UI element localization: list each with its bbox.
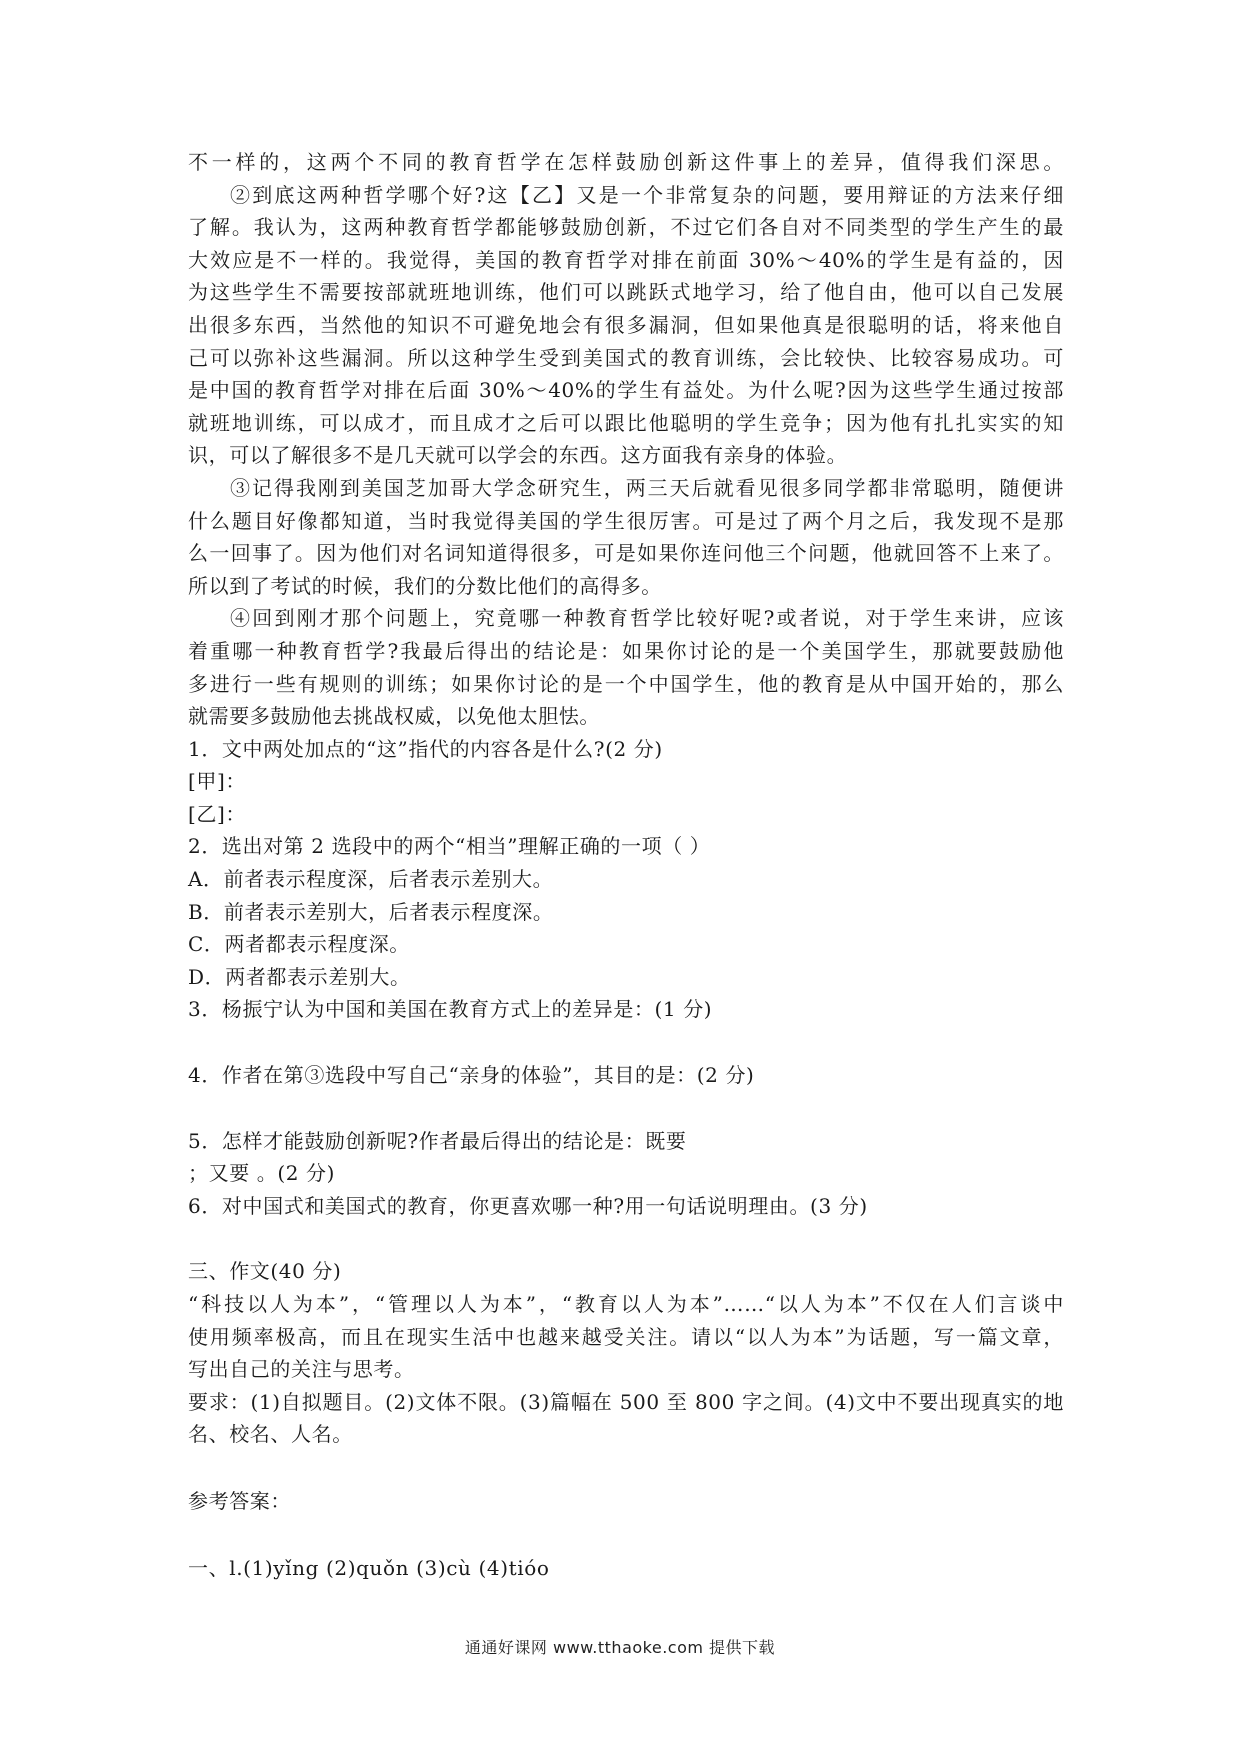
question-1-yi: [乙]：: [188, 801, 247, 826]
answer-space: [188, 1026, 1064, 1059]
essay-requirements: 要求：(1)自拟题目。(2)文体不限。(3)篇幅在 500 至 800 字之间。(4)文中不要出现真实的地: [188, 1389, 1064, 1414]
document-body: [188, 146, 1064, 1584]
paragraph-4-start: ④回到刚才那个问题上，究竟哪一种教育哲学比较好呢?或者说，对于学生来讲，应该: [230, 606, 1064, 631]
essay-prompt-line: 写出自己的关注与思考。: [188, 1357, 415, 1382]
passage-line: 为这些学生不需要按部就班地训练，他们可以跳跃式地学习，给了他自由，他可以自己发展: [188, 280, 1064, 305]
passage-line: 就班地训练，可以成才，而且成才之后可以跟比他聪明的学生竞争；因为他有扎扎实实的知: [188, 410, 1064, 435]
answers-heading: 参考答案：: [188, 1488, 291, 1513]
option-a: A．前者表示程度深，后者表示差别大。: [188, 867, 554, 892]
passage-line: 就需要多鼓励他去挑战权威，以免他太胆怯。: [188, 704, 600, 729]
question-1-jia: [甲]：: [188, 769, 247, 794]
question-3: 3．杨振宁认为中国和美国在教育方式上的差异是：(1 分): [188, 997, 713, 1022]
passage-line: 己可以弥补这些漏洞。所以这种学生受到美国式的教育训练，会比较快、比较容易成功。可: [188, 345, 1064, 370]
essay-heading: 三、作文(40 分): [188, 1259, 342, 1284]
passage-line: 大效应是不一样的。我觉得，美国的教育哲学对排在前面 30%～40%的学生是有益的，因: [188, 247, 1064, 272]
passage-line: 么一回事了。因为他们对名词知道得很多，可是如果你连问他三个问题，他就回答不上来了。: [188, 541, 1064, 566]
question-6: 6．对中国式和美国式的教育，你更喜欢哪一种?用一句话说明理由。(3 分): [188, 1193, 868, 1218]
passage-line: 了解。我认为，这两种教育哲学都能够鼓励创新，不过它们各自对不同类型的学生产生的最: [188, 215, 1064, 240]
passage-line: 出很多东西，当然他的知识不可避免地会有很多漏洞，但如果他真是很聪明的话，将来他自: [188, 312, 1064, 337]
essay-requirements-continued: 名、校名、人名。: [188, 1422, 353, 1447]
option-b: B．前者表示差别大，后者表示程度深。: [188, 899, 554, 924]
question-1: 1．文中两处加点的“这”指代的内容各是什么?(2 分): [188, 736, 663, 761]
answer-line-1: 一、l.(1)yǐng (2)quǒn (3)cù (4)tióo: [188, 1555, 550, 1580]
passage-line: 是中国的教育哲学对排在后面 30%～40%的学生有益处。为什么呢?因为这些学生通过按部: [188, 378, 1064, 403]
option-c: C．两者都表示程度深。: [188, 932, 410, 957]
passage-line: 多进行一些有规则的训练；如果你讨论的是一个中国学生，他的教育是从中国开始的，那么: [188, 671, 1064, 696]
question-2: 2．选出对第 2 选段中的两个“相当”理解正确的一项（ ）: [188, 834, 711, 859]
question-5: 5．怎样才能鼓励创新呢?作者最后得出的结论是：既要: [188, 1128, 687, 1153]
page-footer: 通通好课网 www.tthaoke.com 提供下载: [464, 1638, 776, 1657]
option-d: D．两者都表示差别大。: [188, 964, 411, 989]
answer-space: [188, 1092, 1064, 1125]
section-gap: [188, 1451, 1064, 1485]
passage-line: 着重哪一种教育哲学?我最后得出的结论是：如果你讨论的是一个美国学生，那就要鼓励他: [188, 638, 1064, 663]
essay-prompt-line: “科技以人为本”，“管理以人为本”，“教育以人为本”……“以人为本”不仅在人们言谈中: [188, 1292, 1064, 1316]
answer-space: [188, 1222, 1064, 1255]
paragraph-2-start: ②到底这两种哲学哪个好?这【乙】又是一个非常复杂的问题，要用辩证的方法来仔细: [230, 182, 1064, 207]
passage-line: 什么题目好像都知道，当时我觉得美国的学生很厉害。可是过了两个月之后，我发现不是那: [188, 508, 1064, 533]
passage-line: 识，可以了解很多不是几天就可以学会的东西。这方面我有亲身的体验。: [188, 443, 848, 468]
question-5-continued: ；又要 。(2 分): [188, 1161, 336, 1186]
paragraph-3-start: ③记得我刚到美国芝加哥大学念研究生，两三天后就看见很多同学都非常聪明，随便讲: [230, 475, 1064, 500]
passage-line: 不一样的，这两个不同的教育哲学在怎样鼓励创新这件事上的差异，值得我们深思。: [188, 150, 1064, 174]
essay-prompt-line: 使用频率极高，而且在现实生活中也越来越受关注。请以“以人为本”为话题，写一篇文章，: [188, 1324, 1064, 1349]
question-4: 4．作者在第③选段中写自己“亲身的体验”，其目的是：(2 分): [188, 1063, 755, 1088]
passage-line: 所以到了考试的时候，我们的分数比他们的高得多。: [188, 573, 662, 598]
section-gap: [188, 1518, 1064, 1552]
